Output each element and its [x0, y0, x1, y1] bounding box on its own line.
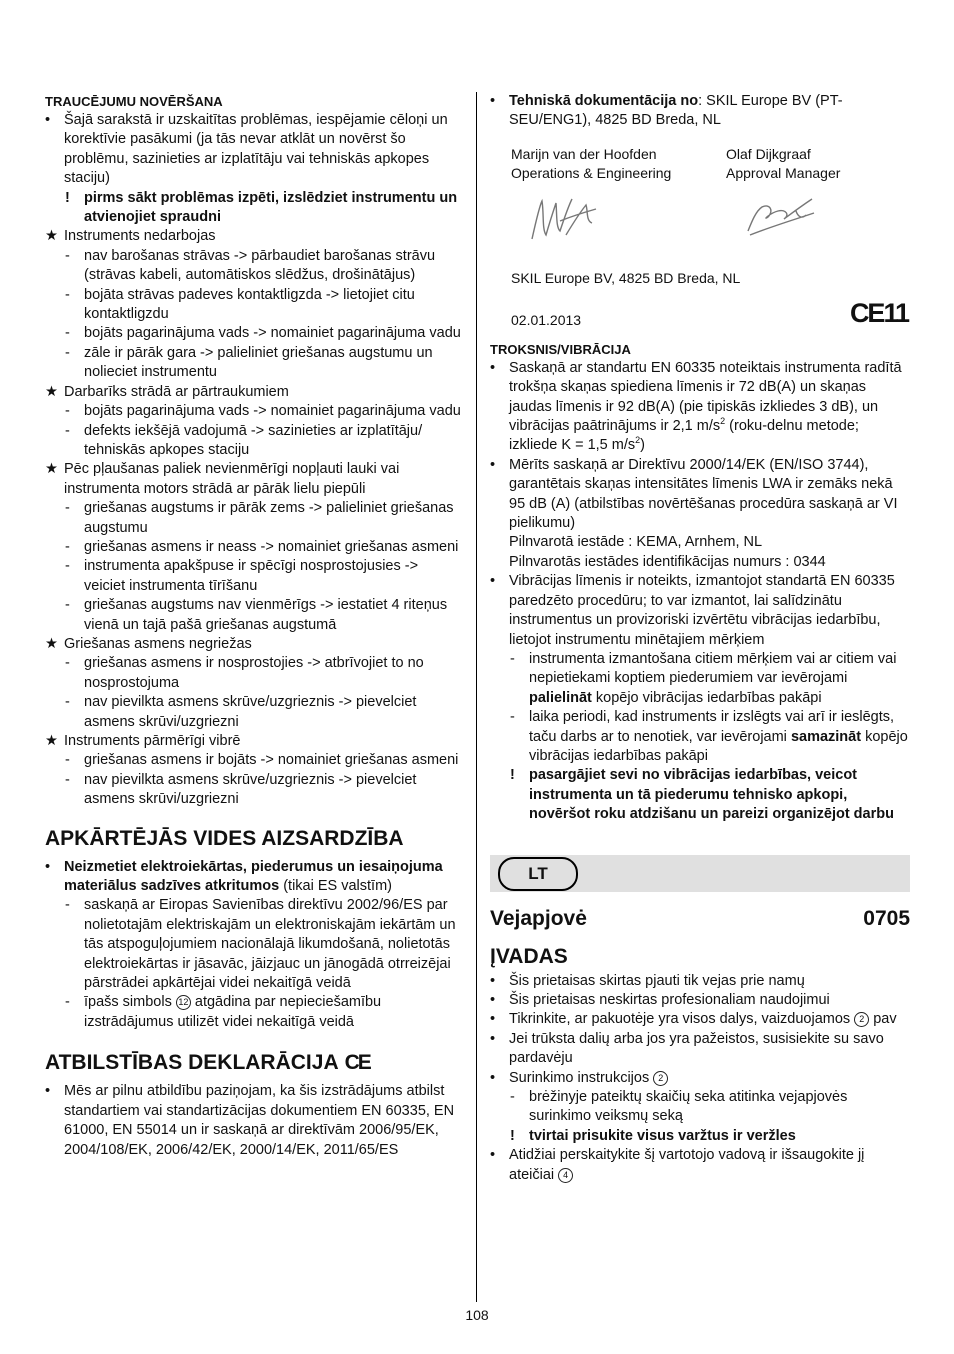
- solution-item: - bojāts pagarinājuma vads -> nomainiet pagarinājuma vadu: [65, 325, 461, 342]
- list-item: - īpašs simbols 12 atgādina par nepieciešamību izstrādājumus utilizēt videi nekaitīgā veidā: [65, 994, 382, 1030]
- list-item: • Neizmetiet elektroiekārtas, piederumus un iesaiņojuma materiālus sadzīves atkritumos (tikai ES valstīm): [45, 858, 443, 895]
- solution-item: - griešanas asmens ir neass -> nomainiet griešanas asmeni: [65, 538, 459, 555]
- solution-item: - nav pievilkta asmens skrūve/uzgrieznis -> pievelciet asmens skrūvi/uzgriezni: [65, 771, 417, 808]
- column-divider: [476, 92, 477, 1302]
- company-address: SKIL Europe BV, 4825 BD Breda, NL: [511, 269, 741, 286]
- list-item: • Šis prietaisas skirtas pjauti tik vejas prie namų: [490, 972, 805, 989]
- warning-note: ! tvirtai prisukite visus varžtus ir veržles: [510, 1127, 796, 1144]
- solution-item: - bojāts pagarinājuma vads -> nomainiet pagarinājuma vadu: [65, 403, 461, 420]
- solution-item: - griešanas augstums ir pārāk zems -> palieliniet griešanas augstumu: [65, 500, 454, 536]
- list-item: • Surinkimo instrukcijos 2: [490, 1069, 910, 1088]
- right-column: [490, 92, 910, 1185]
- figure-ref-icon: 4: [558, 1168, 573, 1183]
- solution-item: - griešanas asmens ir nosprostojies -> atbrīvojiet to no nosprostojuma: [65, 655, 424, 691]
- list-item: - brėžinyje pateiktų skaičių seka atitinka vejapjovės surinkimo veiksmų seką: [510, 1089, 848, 1125]
- list-item: • Šajā sarakstā ir uzskaitītas problēmas, iespējamie cēloņi un korektīvie pasākumi (ja tās nevar atklāt un novērst šo problēmu, sazinieties ar izplatītāju vai tehniskās apkopes staciju): [45, 112, 448, 187]
- list-item: • Šis prietaisas neskirtas profesionaliam naudojimui: [490, 991, 830, 1008]
- figure-ref-icon: 2: [854, 1012, 869, 1027]
- signatory-2-title: Approval Manager: [726, 164, 841, 181]
- warning-note: ! pirms sākt problēmas izpēti, izslēdziet instrumentu un atvienojiet spraudni: [65, 189, 458, 226]
- declaration-heading: ATBILSTĪBAS DEKLARĀCIJA CE: [45, 1051, 370, 1075]
- list-item: • Mēs ar pilnu atbildību paziņojam, ka šis izstrādājums atbilst standartiem vai standartizācijas dokumentiem EN 60335, EN 61000, EN 55014 un ir saskaņā ar direktīvām 2006/95/EK, 2004/108/EK, 2006/42/EK, 2000/14/EK, 2011/65/ES: [45, 1083, 455, 1158]
- list-item: • Tehniskā dokumentācija no: SKIL Europe BV (PT-SEU/ENG1), 4825 BD Breda, NL: [490, 93, 843, 129]
- troubleshooting-heading: TRAUCĒJUMU NOVĒRŠANA: [45, 94, 223, 109]
- list-item: - laika periodi, kad instruments ir izslēgts vai arī ir ieslēgts, taču darbs ar to nenotiek, var ievērojami samazināt kopējo vibrācijas iedarbības pakāpi: [510, 709, 908, 764]
- signatures: [490, 191, 910, 261]
- list-item: • Vibrācijas līmenis ir noteikts, izmantojot standartā EN 60335 paredzēto procedūru; to var izmantot, lai salīdzinātu instrumentus un provizoriski izvērtētu vibrācijas iedarbību, lietojot instrumentu minētajiem mērķiem: [490, 573, 895, 648]
- signature-2-icon: [740, 191, 820, 241]
- solution-item: - instrumenta apakšpuse ir spēcīgi nosprostojusies -> veiciet instrumenta tīrīšanu: [65, 558, 419, 594]
- environment-heading: APKĀRTĒJĀS VIDES AIZSARDZĪBA: [45, 826, 404, 850]
- product-model: 0705: [863, 906, 910, 930]
- figure-ref-icon: 2: [653, 1071, 668, 1086]
- problem-item: ★ Instruments nedarbojas: [45, 228, 216, 245]
- product-title-row: [490, 906, 910, 932]
- warning-note: ! pasargājiet sevi no vibrācijas iedarbības, veicot instrumenta un tā piederumu tehnisko apkopi, novēršot roku atdzišanu un pareizi organizējot darbu: [510, 767, 894, 823]
- signatory-1-name: Marijn van der Hoofden: [511, 145, 657, 162]
- problem-item: ★ Griešanas asmens negriežas: [45, 635, 252, 652]
- list-item: • Atidžiai perskaitykite šį vartotojo vadovą ir išsaugokite jį ateičiai 4: [490, 1147, 865, 1183]
- list-item: • Saskaņā ar standartu EN 60335 noteiktais instrumenta radītā trokšņa skaņas spiediena līmenis ir 72 dB(A) un skaņas jaudas līmenis ir 92 dB(A) (pie tipiskās izkliedes 3 dB), un vibrācijas paātrinājums ir 2,1 $m/s^2$ (roku-delnu metode; izkliede K = 1,5 $m/s^2$): [490, 359, 902, 454]
- left-column: [45, 92, 463, 1160]
- list-item: - instrumenta izmantošana citiem mērķiem vai ar citiem vai nepietiekami koptiem piederumiem var ievērojami palielināt kopējo vibrācijas iedarbības pakāpi: [510, 650, 897, 706]
- problem-item: ★ Instruments pārmērīgi vibrē: [45, 733, 241, 749]
- problem-item: ★ Darbarīks strādā ar pārtraukumiem: [45, 383, 289, 400]
- signatory-1-title: Operations & Engineering: [511, 164, 672, 181]
- signatory-names: [490, 145, 910, 183]
- language-bar: [490, 855, 910, 892]
- signatory-2-name: Olaf Dijkgraaf: [726, 145, 811, 162]
- noise-heading: TROKSNIS/VIBRĀCIJA: [490, 341, 631, 357]
- solution-item: - zāle ir pārāk gara -> palieliniet griešanas augstumu un nolieciet instrumentu: [65, 344, 433, 381]
- list-item: - saskaņā ar Eiropas Savienības direktīvu 2002/96/ES par nolietotajām elektriskajām un elektroniskajām iekārtām un tās atspoguļojumiem nacionālajā likumdošanā, nolietotās elektroiekārtas ir jāsavāc, jāizjauc un jānogādā otrreizējai pārstrādei apkārtējai videi nekaitīgā veidā: [65, 897, 456, 992]
- signature-1-icon: [526, 191, 606, 247]
- ce-mark-icon: CE11: [849, 297, 908, 328]
- product-title: Vejapjovė: [490, 906, 587, 930]
- problem-item: ★ Pēc pļaušanas paliek nevienmērīgi nopļauti lauki vai instrumenta motors strādā ar pārāk lielu piepūli: [45, 461, 400, 497]
- list-item: • Jei trūksta dalių arba jos yra pažeistos, susisiekite su savo pardavėju: [490, 1030, 884, 1067]
- symbol-ref-icon: 12: [176, 995, 191, 1010]
- list-item: • Tikrinkite, ar pakuotėje yra visos dalys, vaizduojamos 2 pav: [490, 1011, 897, 1028]
- list-item: • Mērīts saskaņā ar Direktīvu 2000/14/EK (EN/ISO 3744), garantētais skaņas intensitātes līmenis LWA ir zemāks nekā 95 dB (A) (atbilstības novērtēšanas procedūra saskaņā ar VI pielikumu) Pilnvarotā iestāde : KEMA, Arnhem, NL Pilnvarotās iestādes identifikācijas numurs : 0344: [490, 456, 898, 570]
- solution-item: - griešanas asmens ir bojāts -> nomainiet griešanas asmeni: [65, 752, 459, 769]
- solution-item: - nav pievilkta asmens skrūve/uzgrieznis -> pievelciet asmens skrūvi/uzgriezni: [65, 694, 417, 730]
- date-row: [490, 298, 910, 332]
- page-number: 108: [465, 1307, 489, 1323]
- intro-heading: ĮVADAS: [490, 944, 568, 968]
- solution-item: - griešanas augstums nav vienmērīgs -> iestatiet 4 riteņus vienā un tajā pašā griešanas augstumā: [65, 597, 448, 633]
- solution-item: - bojāta strāvas padeves kontaktligzda -> lietojiet citu kontaktligzdu: [65, 286, 415, 323]
- ce-mark-icon: CE: [344, 1051, 370, 1075]
- language-badge: LT: [498, 857, 578, 891]
- solution-item: - defekts iekšējā vadojumā -> sazinieties ar izplatītāju/ tehniskās apkopes staciju: [65, 422, 423, 458]
- declaration-date: 02.01.2013: [511, 311, 582, 328]
- solution-item: - nav barošanas strāvas -> pārbaudiet barošanas strāvu (strāvas kabeli, automātiskos slēdžus, drošinātājus): [65, 247, 436, 284]
